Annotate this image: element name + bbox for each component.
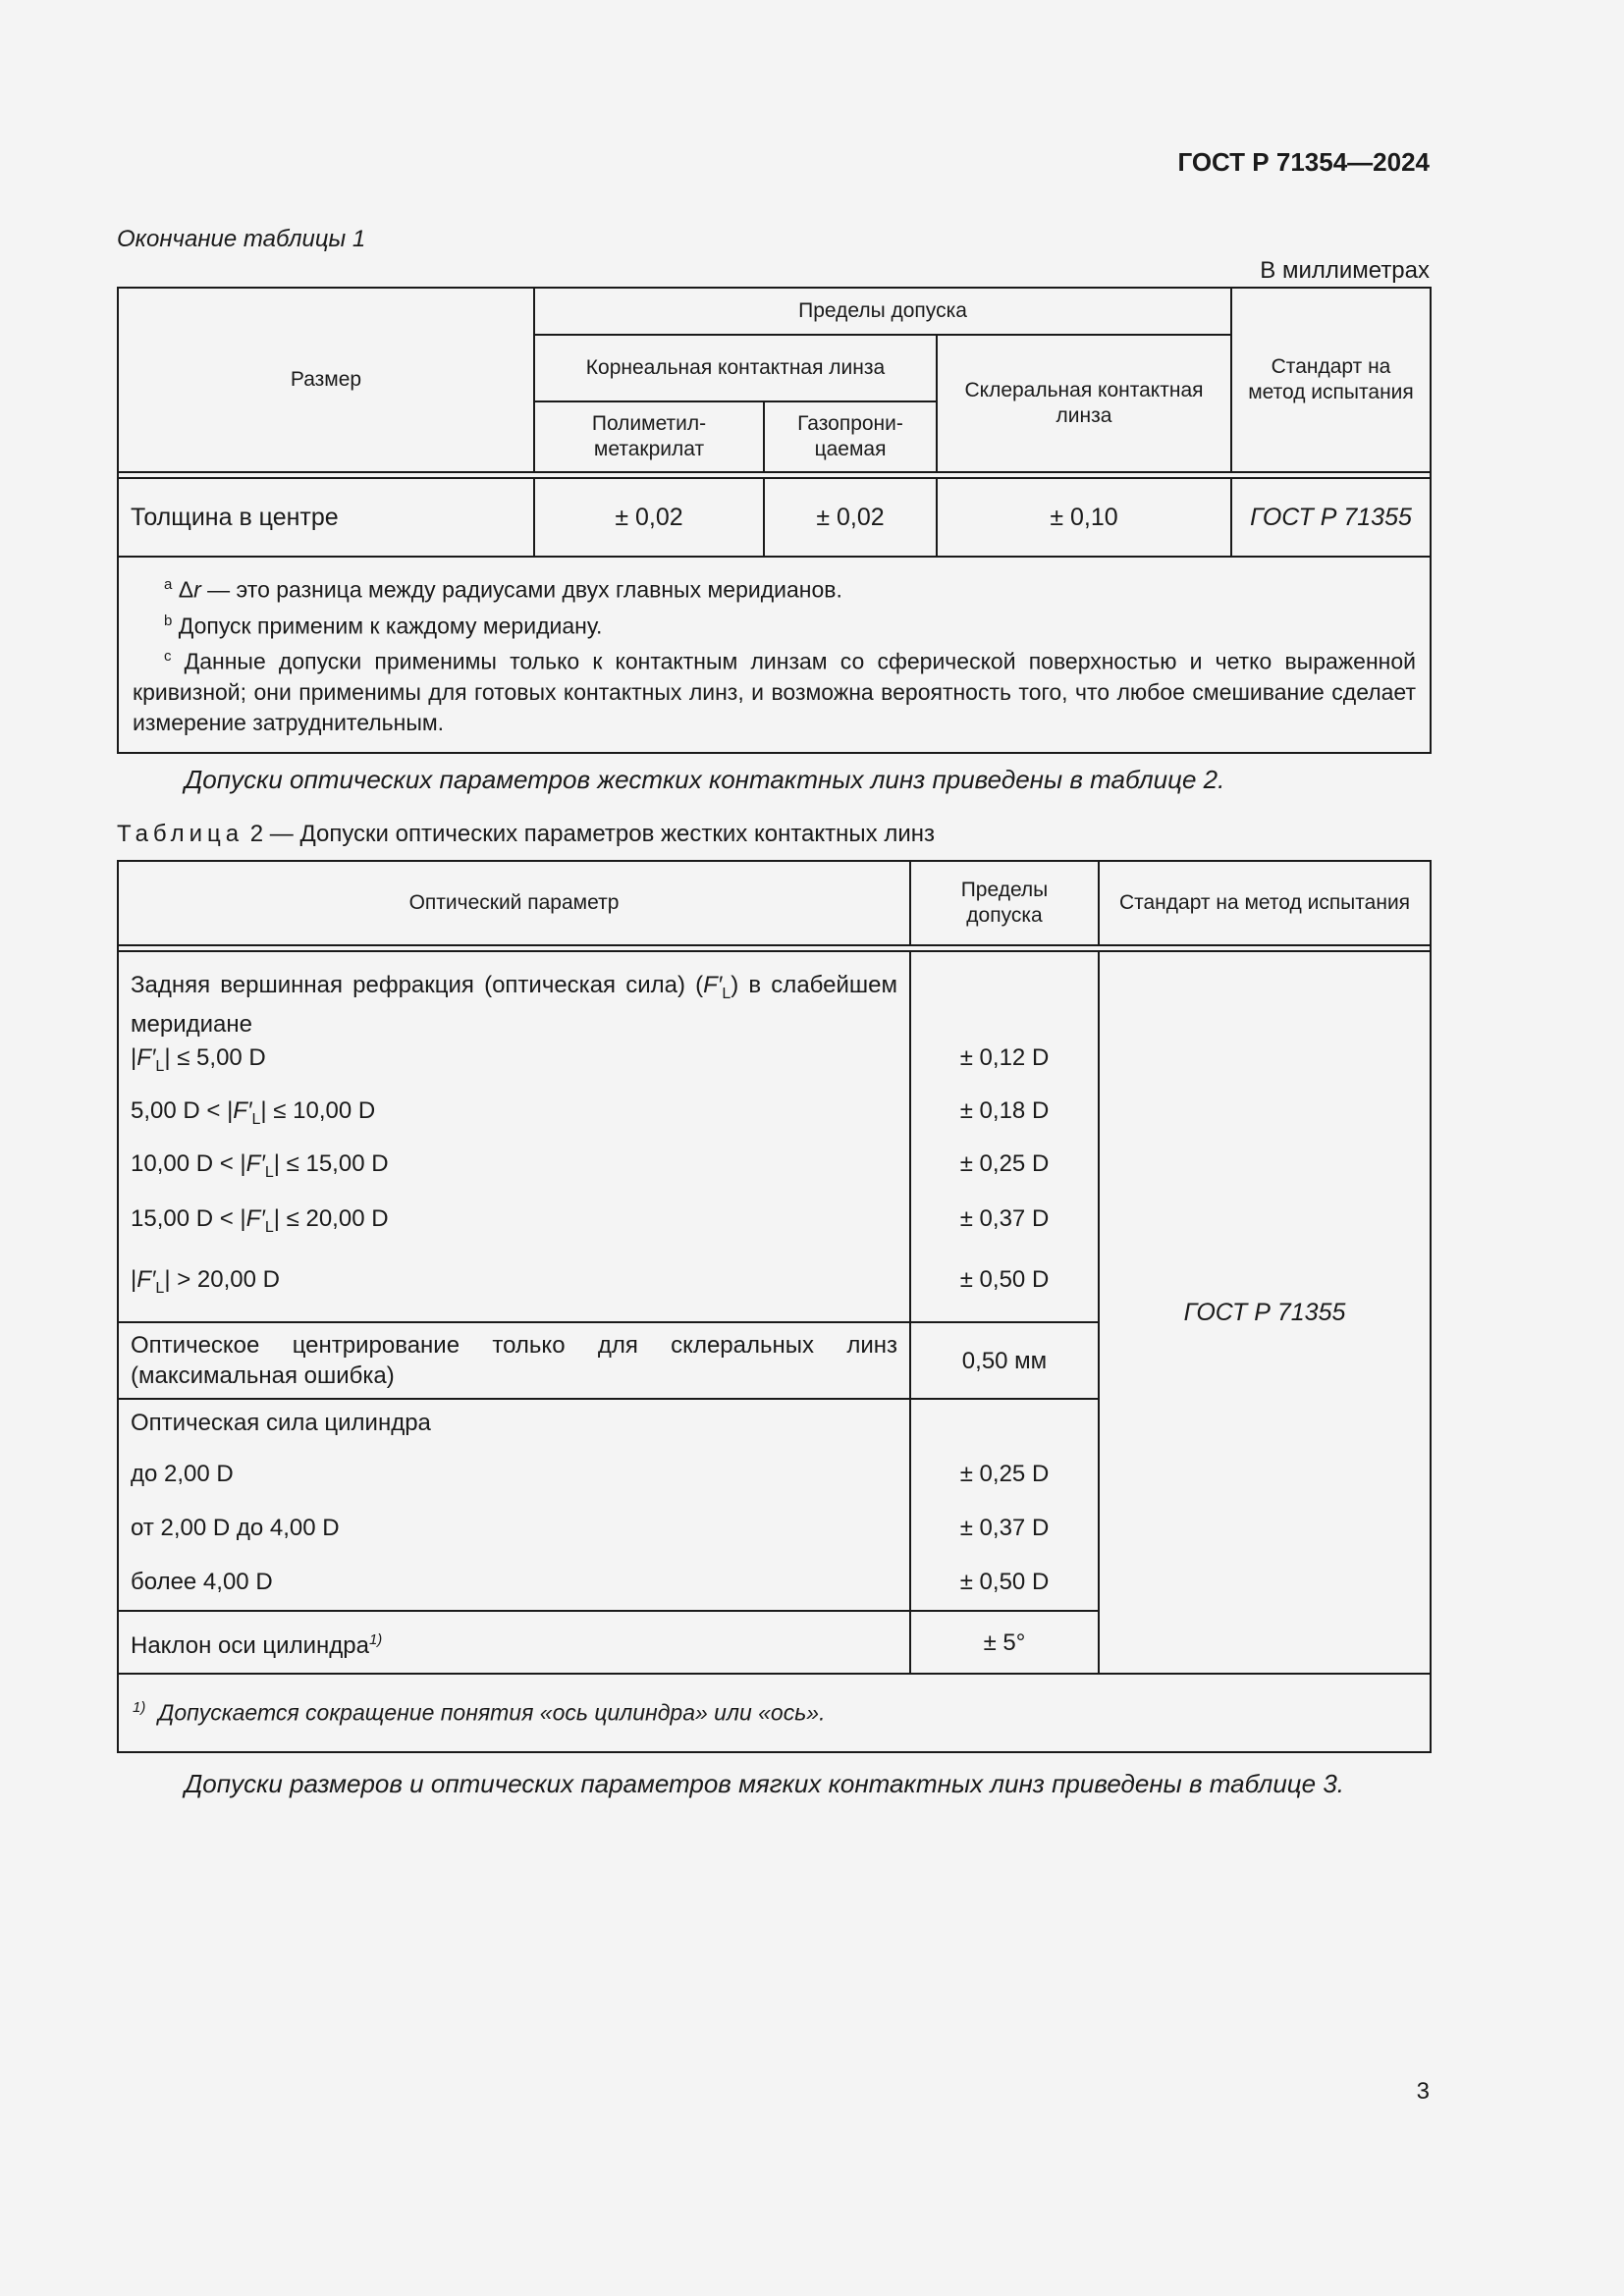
note-b: $^b$ Допуск применим к каждому меридиану. bbox=[164, 612, 603, 639]
t2-group2-params bbox=[118, 1399, 910, 1611]
table1-units: В миллиметрах bbox=[1260, 257, 1430, 284]
t2-group1-title: Задняя вершинная рефракция (оптическая сила) $(F'_L)$ в слабейшем меридиане bbox=[131, 972, 897, 1038]
list-item: от 2,00 D до 4,00 D bbox=[131, 1515, 340, 1541]
t2-header-param: Оптический параметр bbox=[118, 861, 910, 945]
t2-header-limits: Пределы допуска bbox=[910, 861, 1099, 945]
t2-value: ± 0,18 D bbox=[959, 1097, 1050, 1124]
list-item: 5,00 $D < |F'_L| \le 10,00$ D bbox=[131, 1097, 376, 1128]
table1-continuation-label: Окончание таблицы 1 bbox=[117, 226, 366, 252]
t2-group1-values bbox=[910, 951, 1099, 1322]
list-item: более 4,00 D bbox=[131, 1569, 273, 1595]
t2-value: ± 0,12 D bbox=[959, 1044, 1050, 1071]
list-item: $|F'_L| > 20,00$ D bbox=[131, 1266, 280, 1297]
t1-notes bbox=[118, 557, 1431, 753]
t1-header-pmma: Полиметил- метакрилат bbox=[534, 401, 764, 472]
t2-value: ± 0,50 D bbox=[959, 1569, 1050, 1595]
t1-row-label: Толщина в центре bbox=[118, 478, 534, 557]
note-a: $^a$ Δr — это разница между радиусами двух главных меридианов. bbox=[164, 576, 842, 603]
document-header: ГОСТ Р 71354—2024 bbox=[1177, 147, 1430, 177]
t2-value: ± 0,37 D bbox=[959, 1205, 1050, 1232]
table2-caption: Таблица 2 — Допуски оптических параметров жестких контактных линз bbox=[117, 821, 936, 847]
t1-header-limits: Пределы допуска bbox=[534, 288, 1231, 335]
t2-centering-label: Оптическое центрирование только для склеральных линз (максимальная ошибка) bbox=[118, 1322, 910, 1399]
table-1 bbox=[117, 287, 1432, 754]
t1-header-size: Размер bbox=[118, 288, 534, 472]
t2-header-standard: Стандарт на метод испытания bbox=[1099, 861, 1431, 945]
t2-value: ± 0,25 D bbox=[959, 1461, 1050, 1487]
t1-row-gas: ± 0,02 bbox=[764, 478, 937, 557]
table-2 bbox=[117, 860, 1432, 1753]
t2-value: ± 0,25 D bbox=[959, 1150, 1050, 1177]
t2-group2-title: Оптическая сила цилиндра bbox=[131, 1410, 431, 1436]
t2-centering-value: 0,50 мм bbox=[910, 1322, 1099, 1399]
t2-value: ± 0,50 D bbox=[959, 1266, 1050, 1293]
list-item: 15,00 $D < |F'_L| \le 20,00$ D bbox=[131, 1205, 389, 1236]
t1-header-corneal: Корнеальная контактная линза bbox=[534, 335, 937, 401]
paragraph-1: Допуски оптических параметров жестких контактных линз приведены в таблице 2. bbox=[185, 765, 1225, 794]
t1-header-gas: Газопрони- цаемая bbox=[764, 401, 937, 472]
table-row bbox=[118, 478, 1431, 557]
paragraph-2: Допуски размеров и оптических параметров мягких контактных линз приведены в таблице 3. bbox=[185, 1769, 1345, 1798]
t2-group2-values bbox=[910, 1399, 1099, 1611]
t2-group1-params bbox=[118, 951, 910, 1322]
page-number: 3 bbox=[1416, 2078, 1430, 2105]
t1-header-standard: Стандарт на метод испытания bbox=[1231, 288, 1431, 472]
list-item: до 2,00 D bbox=[131, 1461, 234, 1487]
t2-standard: ГОСТ Р 71355 bbox=[1099, 951, 1431, 1674]
list-item: $|F'_L| \le 5,00$ D bbox=[131, 1044, 266, 1075]
t2-value: ± 0,37 D bbox=[959, 1515, 1050, 1541]
list-item: 10,00 $D < |F'_L| \le 15,00$ D bbox=[131, 1150, 389, 1181]
t1-row-pmma: ± 0,02 bbox=[534, 478, 764, 557]
t1-header-scleral: Склеральная контактная линза bbox=[937, 335, 1231, 472]
t1-row-standard: ГОСТ Р 71355 bbox=[1231, 478, 1431, 557]
t1-row-scleral: ± 0,10 bbox=[937, 478, 1231, 557]
note-c: $^c$ Данные допуски применимы только к контактным линзам со сферической поверхностью и четко выраженной кривизной; они применимы для готовых контактных линз, и возможна вероятность того, что любое смешивание сделает измерение затруднительным. bbox=[133, 648, 1416, 735]
t2-axis-value: ± 5° bbox=[910, 1611, 1099, 1674]
t2-axis-label: Наклон оси цилиндра$^{1)}$ bbox=[118, 1611, 910, 1674]
t2-footnote: $^{1)}$ Допускается сокращение понятия «ось цилиндра» или «ось». bbox=[118, 1674, 1431, 1752]
